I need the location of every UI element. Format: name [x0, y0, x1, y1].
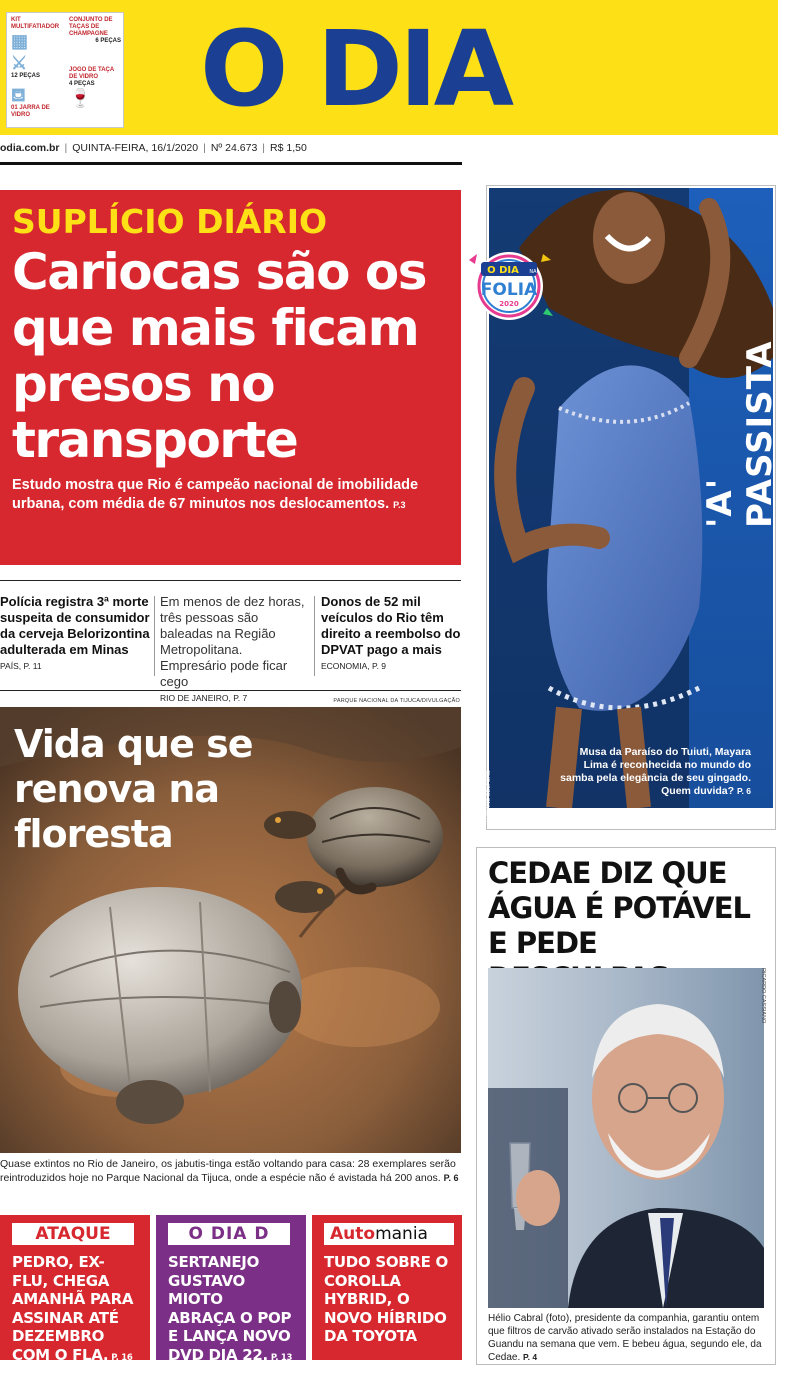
page-ref: P. 6	[736, 786, 751, 796]
box-header: O DIA D	[168, 1223, 290, 1245]
cedae-headline: CEDAE DIZ QUE ÁGUA É POTÁVEL E PEDE	[488, 856, 750, 960]
lead-headline: Cariocas são os que mais ficam presos no transporte	[12, 243, 426, 469]
promo-item-wine-glass: JOGO DE TAÇA DE VIDRO 4 PEÇAS 🍷	[69, 67, 121, 108]
page-ref: P. 13	[270, 1352, 293, 1363]
page-ref: P.3	[393, 500, 406, 510]
cedae-caption: Hélio Cabral (foto), presidente da companhia, garantiu ontem que filtros de carvão ativado serão instalados na Estação do Guandu na semana que vem. E bebeu água, segundo ele, da Cedae. P. 4	[488, 1313, 762, 1363]
promo-item-slicer: KIT MULTIFATIADOR ▦	[11, 17, 60, 51]
logo[interactable]: O DIA	[200, 8, 511, 130]
slicer-icon: ▦	[11, 31, 29, 51]
page-ref: P. 4	[523, 1352, 538, 1362]
box-o-dia-d[interactable]	[156, 1215, 306, 1364]
promo-box[interactable]	[6, 12, 124, 128]
box-text: TUDO SOBRE O COROLLA HYBRID, O NOVO HÍBRIDO DA TOYOTA	[324, 1253, 448, 1345]
box-ataque[interactable]	[0, 1215, 150, 1364]
issue-date: QUINTA-FEIRA, 16/1/2020	[72, 142, 199, 154]
man-drinking-illustration	[488, 968, 764, 1308]
lead-dek: Estudo mostra que Rio é campeão nacional de imobilidade urbana, com média de 67 minutos nos deslocamentos. P.3	[12, 477, 419, 512]
divider	[0, 580, 461, 581]
badge-small-text: NA	[529, 269, 537, 275]
page-ref: P. 16	[111, 1352, 133, 1363]
passista-label: 'A' PASSISTA	[700, 340, 780, 528]
folia-badge-icon	[463, 248, 555, 324]
brief-section: PAÍS, P. 11	[0, 661, 42, 671]
photo-credit: RICARDO CASSIANO	[760, 968, 766, 1024]
brief-item[interactable]: Donos de 52 mil veículos do Rio têm direito a reembolso do DPVAT pago a mais ECONOMIA, P. 9	[321, 594, 461, 671]
brief-item[interactable]: Polícia registra 3ª morte suspeita de consumidor da cerveja Belorizontina adulterada em Minas PAÍS, P. 11	[0, 594, 152, 678]
brief-item[interactable]: Em menos de dez horas, três pessoas são baleadas na Região Metropolitana. Empresário pode ficar cego RIO DE JANEIRO, P. 7	[160, 594, 310, 678]
dateline: odia.com.br | QUINTA-FEIRA, 16/1/2020 | Nº 24.673 | R$ 1,50	[0, 142, 307, 154]
page-ref: P. 6	[443, 1173, 459, 1183]
promo-item-champagne: CONJUNTO DE TAÇAS DE CHAMPAGNE 6 PEÇAS	[69, 17, 121, 44]
box-automania[interactable]	[312, 1215, 462, 1360]
issue-number: Nº 24.673	[210, 142, 258, 154]
knife-set-icon: ⚔	[11, 53, 28, 73]
badge-top-text: O DIA	[487, 265, 519, 276]
divider	[0, 162, 462, 165]
promo-item-knives: ⚔ 12 PEÇAS	[11, 53, 61, 80]
brief-section: ECONOMIA, P. 9	[321, 661, 387, 671]
wine-glass-icon: 🍷	[69, 88, 92, 108]
box-header: Automania	[324, 1223, 454, 1245]
folia-badge	[463, 248, 555, 324]
cedae-photo[interactable]	[488, 968, 764, 1308]
badge-main-text: FOLIA	[480, 280, 538, 300]
box-header: ATAQUE	[12, 1223, 134, 1245]
lead-kicker: SUPLÍCIO DIÁRIO	[12, 202, 328, 241]
divider	[154, 596, 155, 676]
divider	[314, 596, 315, 676]
tortoise-caption: Quase extintos no Rio de Janeiro, os jabutis-tinga estão voltando para casa: 28 exemplares serão reintroduzidos hoje no Parque Nacional da Tijuca, onde a espécie não é avistada há 200 anos. P. 6	[0, 1158, 459, 1184]
photo-credit: PARQUE NACIONAL DA TIJUCA/DIVULGAÇÃO	[333, 698, 460, 704]
photo-credit: LUCIANO BELFORD	[486, 770, 492, 822]
tortoise-headline: Vida que se renova na floresta	[14, 722, 253, 856]
site-link[interactable]: odia.com.br	[0, 142, 60, 154]
jar-icon: ⛾	[11, 85, 26, 105]
brief-section: RIO DE JANEIRO, P. 7	[160, 693, 248, 703]
passista-caption: Musa da Paraíso do Tuiuti, Mayara Lima é reconhecida no mundo do samba pela elegância de seu gingado. Quem duvida? P. 6	[560, 746, 751, 797]
lead-story[interactable]	[0, 190, 461, 565]
badge-year-text: 2020	[499, 300, 519, 308]
box-text: SERTANEJO GUSTAVO MIOTO ABRAÇA O POP E LANÇA NOVO DVD DIA 22. P. 13	[168, 1253, 293, 1364]
issue-price: R$ 1,50	[270, 142, 307, 154]
divider	[0, 690, 461, 691]
promo-item-jar: ⛾ 01 JARRA DE VIDRO	[11, 85, 61, 119]
box-text: PEDRO, EX-FLU, CHEGA AMANHÃ PARA ASSINAR ATÉ DEZEMBRO COM O FLA. P. 16	[12, 1253, 134, 1364]
